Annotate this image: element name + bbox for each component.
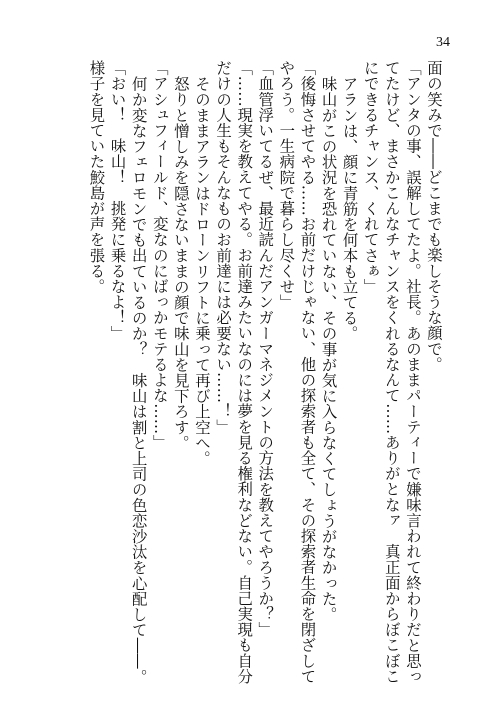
text-line: てたけど、まさかこんなチャンスをくれるなんて……ありがとなァ 真正面からぼこぼこ — [382, 60, 401, 684]
text-line: やろう。一生病院で暮らし尽くせ」 — [277, 60, 296, 310]
text-line: 「アシュフィールド、変なのにばっかモテるよな……」 — [150, 60, 169, 450]
text-line: 面の笑みで――どこまでも楽しそうな顔で。 — [425, 60, 443, 372]
vertical-text-body — [85, 60, 444, 685]
text-line: だけの人生もそんなものお前達には必要ない……！」 — [214, 60, 233, 435]
text-line: 「血管浮いてるぜ、最近読んだアンガーマネジメントの方法を教えてやろうか？」 — [256, 60, 275, 638]
text-line: アランは、顔に青筋を何本も立てる。 — [340, 75, 359, 341]
text-line: にできるチャンス、くれてさぁ」 — [361, 60, 380, 294]
text-line: 様子を見ていた鮫島が声を張る。 — [87, 60, 106, 294]
text-line: 「……現実を教えてやる。お前達みたいなのには夢を見る権利などない。自己実現も自分 — [235, 60, 254, 684]
page-number: 34 — [436, 35, 450, 50]
text-line: 「後悔させてやる……お前だけじゃない、他の探索者も全て、その探索者生命を閉ざして — [298, 60, 317, 684]
text-line: そのままアランはドローンリフトに乗って再び上空へ。 — [192, 75, 211, 466]
text-line: 「おい！ 味山！ 挑発に乗るなよ！」 — [108, 60, 127, 341]
text-line: 「アンタの事、誤解してたよ。社長。あのままパーティーで嫌味言われて終わりだと思っ — [403, 60, 422, 684]
text-line: 味山がこの状況を恐れていない、その事が気に入らなくてしょうがなかった。 — [319, 75, 338, 622]
text-line: 怒りと憎しみを隠さないままの顔で味山を見下ろす。 — [171, 75, 190, 450]
text-line: 何か変なフェロモンでも出ているのか？ 味山は割と上司の色恋沙汰を心配して――。 — [129, 75, 148, 684]
